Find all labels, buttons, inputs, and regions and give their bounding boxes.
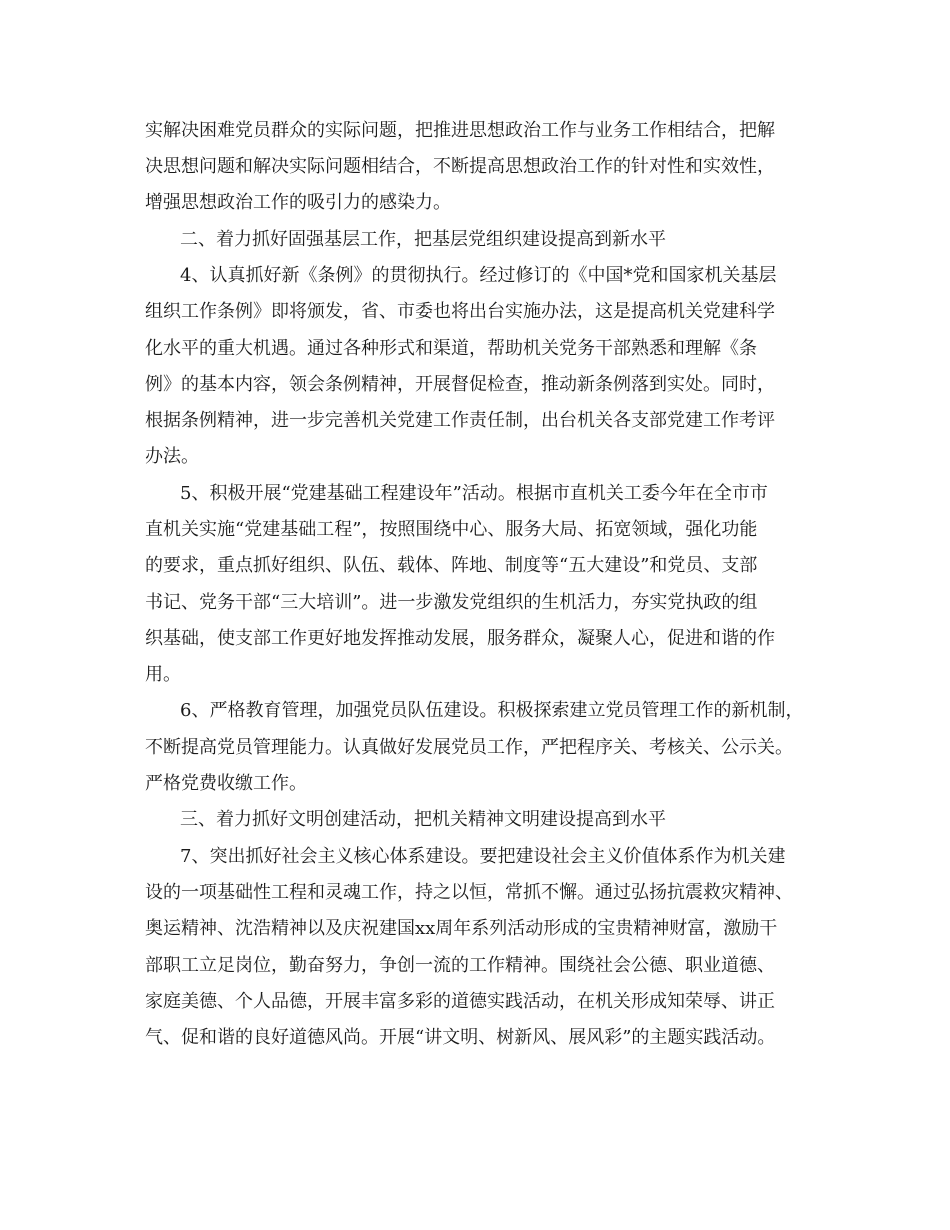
text-line: 化水平的重大机遇。通过各种形式和渠道，帮助机关党务干部熟悉和理解《条	[145, 338, 757, 359]
text-line: 织基础，使支部工作更好地发挥推动发展，服务群众，凝聚人心，促进和谐的作	[145, 628, 775, 649]
text-line: 的要求，重点抓好组织、队伍、载体、阵地、制度等“五大建设”和党员、支部	[145, 555, 758, 576]
section-heading: 三、着力抓好文明创建活动，把机关精神文明建设提高到水平	[180, 809, 666, 830]
text-line: 实解决困难党员群众的实际问题，把推进思想政治工作与业务工作相结合，把解	[145, 120, 775, 141]
text-line: 决思想问题和解决实际问题相结合，不断提高思想政治工作的针对性和实效性，	[145, 156, 775, 177]
text-line: 办法。	[145, 446, 199, 467]
text-line: 组织工作条例》即将颁发，省、市委也将出台实施办法，这是提高机关党建科学	[145, 301, 775, 322]
text-line: 奥运精神、沈浩精神以及庆祝建国xx周年系列活动形成的宝贵精神财富，激励干	[145, 918, 778, 939]
text-line: 例》的基本内容，领会条例精神，开展督促检查，推动新条例落到实处。同时，	[145, 374, 775, 395]
text-line: 气、促和谐的良好道德风尚。开展“讲文明、树新风、展风彩”的主题实践活动。	[145, 1027, 776, 1048]
text-line: 根据条例精神，进一步完善机关党建工作责任制，出台机关各支部党建工作考评	[145, 410, 775, 431]
section-heading: 二、着力抓好固强基层工作，把基层党组织建设提高到新水平	[180, 229, 666, 250]
text-line: 6、严格教育管理，加强党员队伍建设。积极探索建立党员管理工作的新机制，	[180, 700, 804, 721]
text-line: 设的一项基础性工程和灵魂工作，持之以恒，常抓不懈。通过弘扬抗震救灾精神、	[145, 882, 793, 903]
text-line: 4、认真抓好新《条例》的贯彻执行。经过修订的《中国*党和国家机关基层	[180, 265, 777, 286]
text-line: 7、突出抓好社会主义核心体系建设。要把建设社会主义价值体系作为机关建	[180, 846, 786, 867]
text-line: 用。	[145, 664, 181, 685]
text-line: 部职工立足岗位，勤奋努力，争创一流的工作精神。围绕社会公德、职业道德、	[145, 955, 775, 976]
text-line: 直机关实施“党建基础工程”，按照围绕中心、服务大局、拓宽领域，强化功能	[145, 519, 758, 540]
text-line: 不断提高党员管理能力。认真做好发展党员工作，严把程序关、考核关、公示关。	[145, 737, 793, 758]
text-line: 家庭美德、个人品德，开展丰富多彩的道德实践活动，在机关形成知荣辱、讲正	[145, 991, 775, 1012]
text-line: 5、积极开展“党建基础工程建设年”活动。根据市直机关工委今年在全市市	[180, 483, 768, 504]
text-line: 增强思想政治工作的吸引力的感染力。	[145, 192, 451, 213]
text-line: 严格党费收缴工作。	[145, 773, 307, 794]
text-line: 书记、党务干部“三大培训”。进一步激发党组织的生机活力，夯实党执政的组	[145, 592, 758, 613]
